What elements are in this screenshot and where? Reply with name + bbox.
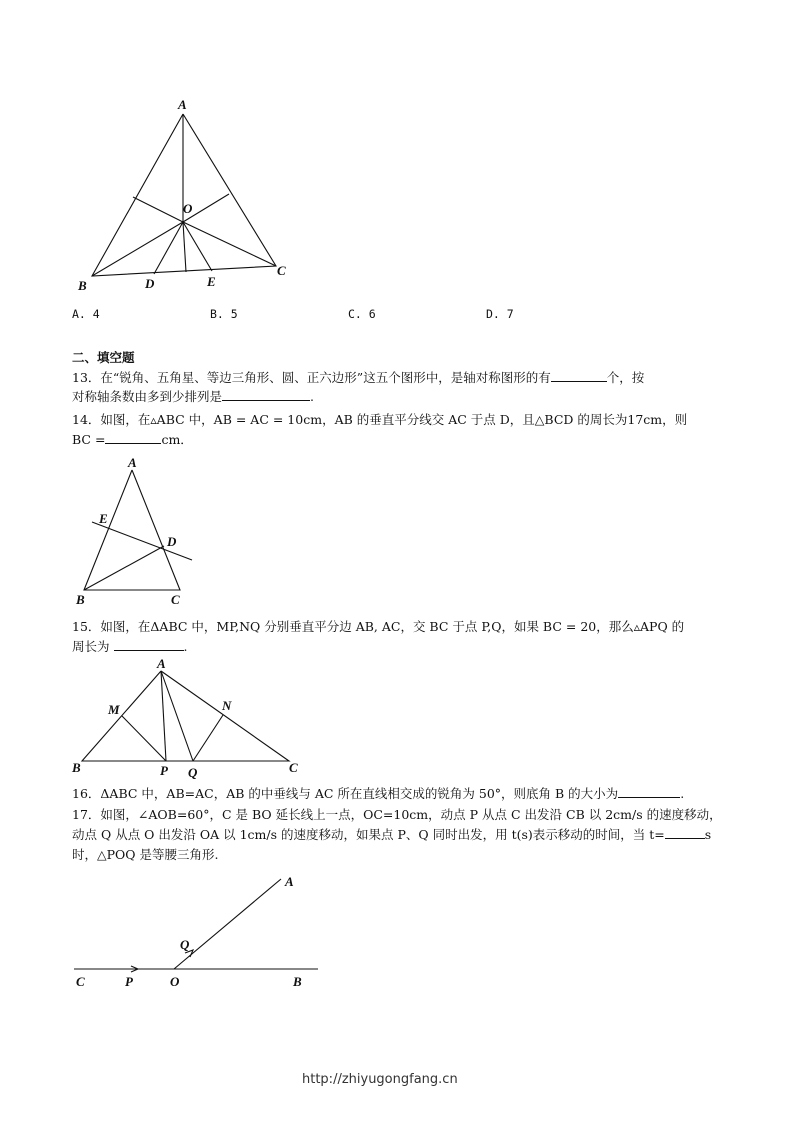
footer-url[interactable]: http://zhiyugongfang.cn (302, 1072, 458, 1087)
q16-text: 16．ΔABC 中，AB=AC，AB 的中垂线与 AC 所在直线相交成的锐角为 50°，则底角 B 的大小为 (72, 786, 619, 801)
q16-end: . (680, 786, 685, 801)
fig4-label-q: Q (180, 937, 190, 952)
fig3-label-q: Q (188, 765, 198, 780)
fig2-label-a: A (128, 455, 137, 470)
fig3-label-c: C (289, 760, 298, 775)
fig4-label-o: O (170, 974, 180, 989)
q17-line2-text: 动点 Q 从点 O 出发沿 OA 以 1cm/s 的速度移动，如果点 P、Q 同时出发，用 t(s)表示移动的时间，当 t= (72, 827, 665, 842)
option-b: B. 5 (210, 307, 238, 321)
q13-unit: 个，按 (606, 370, 645, 385)
q15-end: . (183, 639, 188, 654)
fig3-label-p: P (160, 763, 168, 778)
q14-bc: BC = (72, 432, 106, 447)
fig3-label-a: A (157, 656, 166, 671)
fig4-label-c: C (76, 974, 85, 989)
fig3-label-m: M (108, 702, 120, 717)
fig4-label-b: B (293, 974, 302, 989)
fig1-label-o: O (183, 201, 193, 216)
fig1-label-e: E (207, 274, 216, 289)
fig4-label-p: P (125, 974, 133, 989)
option-c: C. 6 (348, 307, 376, 321)
q13-end: . (310, 389, 314, 404)
section-title: 二、填空题 (72, 350, 135, 365)
fig3-label-b: B (72, 760, 81, 775)
fig1-label-a: A (178, 97, 187, 112)
question-17-line3: 时，△POQ 是等腰三角形. (72, 847, 219, 862)
fig4-label-a: A (285, 874, 294, 889)
q13-line2-text: 对称轴条数由多到少排列是 (72, 389, 223, 404)
q13-text: 13．在“锐角、五角星、等边三角形、圆、正六边形”这五个图形中，是轴对称图形的有 (72, 370, 551, 385)
q17-unit: s (704, 827, 712, 842)
question-15-line1: 15．如图，在ΔABC 中，MP,NQ 分别垂直平分边 AB, AC，交 BC 于点 P,Q，如果 BC = 20，那么▵APQ 的 (72, 619, 685, 634)
fig2-label-c: C (171, 592, 180, 607)
q14-unit: cm． (161, 432, 193, 447)
option-a: A. 4 (72, 307, 100, 321)
fig1-label-d: D (145, 276, 155, 291)
q15-text: 周长为 (72, 639, 110, 654)
fig2-label-d: D (167, 534, 177, 549)
question-14-line1: 14．如图，在▵ABC 中，AB = AC = 10cm，AB 的垂直平分线交 AC 于点 D，且△BCD 的周长为17cm，则 (72, 412, 688, 427)
option-d: D. 7 (486, 307, 514, 321)
fig2-label-e: E (99, 511, 108, 526)
fig2-label-b: B (76, 592, 85, 607)
question-17-line1: 17．如图，∠AOB=60°，C 是 BO 延长线上一点，OC=10cm，动点 P 从点 C 出发沿 CB 以 2cm/s 的速度移动， (72, 807, 722, 822)
fig3-label-n: N (222, 698, 232, 713)
fig1-label-b: B (78, 278, 87, 293)
fig1-label-c: C (277, 263, 286, 278)
